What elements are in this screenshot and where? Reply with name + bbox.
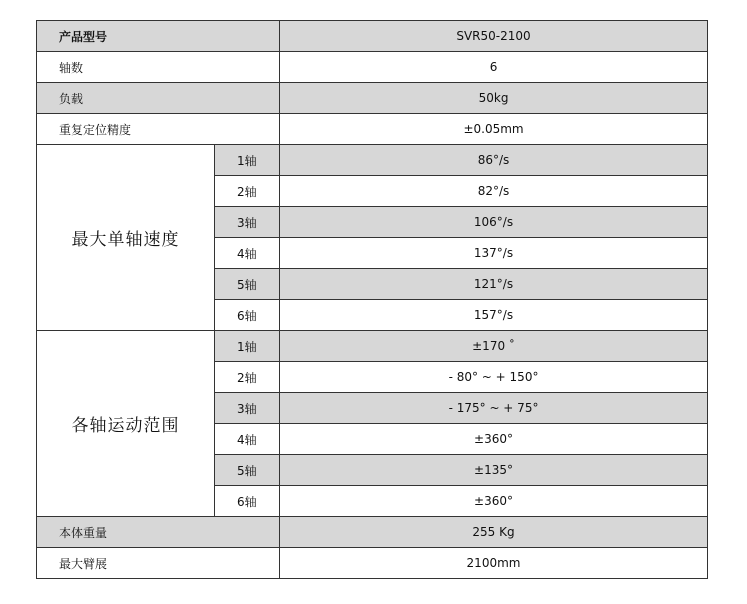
header-row	[37, 21, 708, 52]
spec-row	[37, 52, 708, 83]
spec-value: 50kg	[280, 83, 708, 114]
group-label: 最大单轴速度	[37, 145, 215, 331]
axis-label: 2轴	[215, 176, 280, 207]
spec-value: 6	[280, 52, 708, 83]
axis-row	[37, 145, 708, 176]
spec-table	[36, 20, 708, 579]
axis-label: 3轴	[215, 207, 280, 238]
axis-value: 82°/s	[280, 176, 708, 207]
axis-value: ±170 ˚	[280, 331, 708, 362]
axis-label: 5轴	[215, 455, 280, 486]
axis-value: 106°/s	[280, 207, 708, 238]
axis-value: 121°/s	[280, 269, 708, 300]
spec-table-body	[37, 21, 708, 579]
spec-value: 2100mm	[280, 548, 708, 579]
axis-label: 6轴	[215, 486, 280, 517]
axis-value: - 175° ~ + 75°	[280, 393, 708, 424]
axis-value: ±360°	[280, 424, 708, 455]
axis-value: - 80° ~ + 150°	[280, 362, 708, 393]
spec-label: 轴数	[37, 52, 280, 83]
header-label: 产品型号	[37, 21, 280, 52]
axis-value: ±135°	[280, 455, 708, 486]
axis-row	[37, 331, 708, 362]
axis-label: 1轴	[215, 331, 280, 362]
axis-label: 5轴	[215, 269, 280, 300]
axis-value: 157°/s	[280, 300, 708, 331]
spec-value: 255 Kg	[280, 517, 708, 548]
axis-label: 1轴	[215, 145, 280, 176]
axis-label: 4轴	[215, 238, 280, 269]
spec-value: ±0.05mm	[280, 114, 708, 145]
axis-label: 6轴	[215, 300, 280, 331]
axis-label: 3轴	[215, 393, 280, 424]
axis-value: 86°/s	[280, 145, 708, 176]
axis-label: 2轴	[215, 362, 280, 393]
axis-label: 4轴	[215, 424, 280, 455]
spec-label: 本体重量	[37, 517, 280, 548]
spec-row	[37, 83, 708, 114]
axis-value: 137°/s	[280, 238, 708, 269]
spec-label: 重复定位精度	[37, 114, 280, 145]
spec-label: 最大臂展	[37, 548, 280, 579]
axis-value: ±360°	[280, 486, 708, 517]
spec-label: 负载	[37, 83, 280, 114]
spec-row	[37, 114, 708, 145]
header-value: SVR50-2100	[280, 21, 708, 52]
group-label: 各轴运动范围	[37, 331, 215, 517]
spec-row	[37, 517, 708, 548]
spec-row	[37, 548, 708, 579]
